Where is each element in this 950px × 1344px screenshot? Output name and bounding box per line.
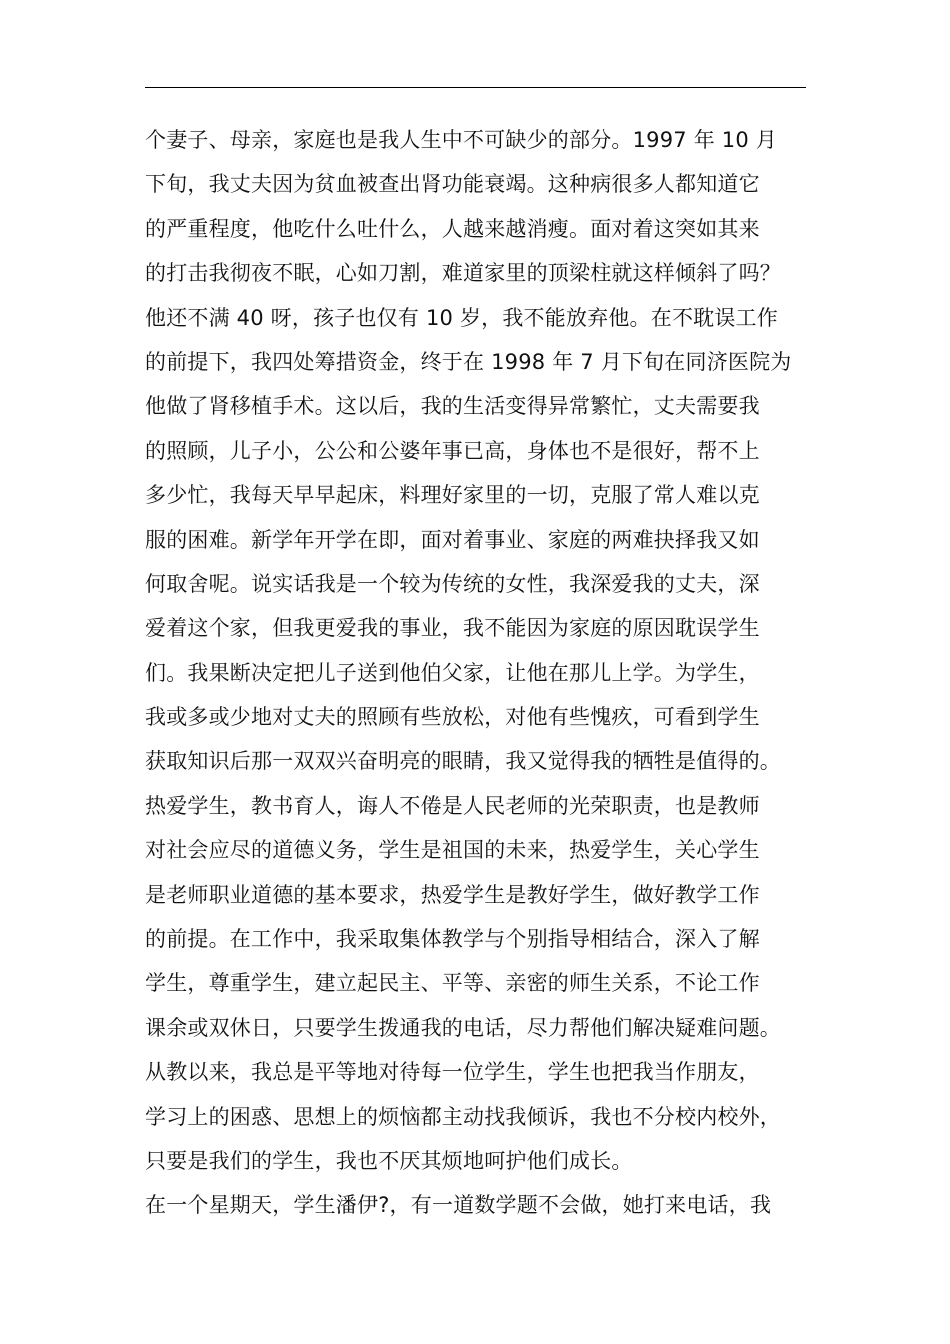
text-line: 是老师职业道德的基本要求，热爱学生是教好学生，做好教学工作 [145, 882, 760, 907]
text-line: 的打击我彻夜不眠，心如刀割，难道家里的顶梁柱就这样倾斜了吗？ [145, 261, 781, 286]
text-line: 下旬，我丈夫因为贫血被查出肾功能衰竭。这种病很多人都知道它 [145, 172, 760, 197]
header-rule [145, 87, 806, 88]
text-line: 服的困难。新学年开学在即，面对着事业、家庭的两难抉择我又如 [145, 527, 760, 552]
text-line: 们。我果断决定把儿子送到他伯父家，让他在那儿上学。为学生， [145, 660, 760, 685]
text-line: 课余或双休日，只要学生拨通我的电话，尽力帮他们解决疑难问题。 [145, 1015, 781, 1040]
text-line: 对社会应尽的道德义务，学生是祖国的未来，热爱学生，关心学生 [145, 838, 760, 863]
text-line: 在一个星期天，学生潘伊?，有一道数学题不会做，她打来电话，我 [145, 1193, 772, 1218]
text-line: 的严重程度，他吃什么吐什么，人越来越消瘦。面对着这突如其来 [145, 216, 760, 241]
text-line: 我或多或少地对丈夫的照顾有些放松，对他有些愧疚，可看到学生 [145, 705, 760, 730]
text-line: 只要是我们的学生，我也不厌其烦地呵护他们成长。 [145, 1148, 633, 1173]
text-line: 个妻子、母亲，家庭也是我人生中不可缺少的部分。1997 年 10 月 [145, 128, 777, 152]
text-line: 何取舍呢。说实话我是一个较为传统的女性，我深爱我的丈夫，深 [145, 571, 760, 596]
text-line: 学生，尊重学生，建立起民主、平等、亲密的师生关系，不论工作 [145, 971, 760, 996]
text-line: 他还不满 40 呀，孩子也仅有 10 岁，我不能放弃他。在不耽误工作 [145, 305, 778, 330]
text-line: 爱着这个家，但我更爱我的事业，我不能因为家庭的原因耽误学生 [145, 616, 760, 641]
text-line: 多少忙，我每天早早起床，料理好家里的一切，克服了常人难以克 [145, 483, 760, 508]
text-line: 的前提。在工作中，我采取集体教学与个别指导相结合，深入了解 [145, 927, 760, 952]
document-body [145, 118, 825, 1228]
text-line: 他做了肾移植手术。这以后，我的生活变得异常繁忙，丈夫需要我 [145, 394, 760, 419]
text-line: 的前提下，我四处筹措资金，终于在 1998 年 7 月下旬在同济医院为 [145, 349, 792, 374]
text-line: 学习上的困惑、思想上的烦恼都主动找我倾诉，我也不分校内校外， [145, 1104, 781, 1129]
text-line: 的照顾，儿子小，公公和公婆年事已高，身体也不是很好，帮不上 [145, 438, 760, 463]
text-line: 获取知识后那一双双兴奋明亮的眼睛，我又觉得我的牺牲是值得的。 [145, 749, 781, 774]
text-line: 热爱学生，教书育人，诲人不倦是人民老师的光荣职责，也是教师 [145, 793, 760, 818]
text-line: 从教以来，我总是平等地对待每一位学生，学生也把我当作朋友， [145, 1060, 760, 1085]
